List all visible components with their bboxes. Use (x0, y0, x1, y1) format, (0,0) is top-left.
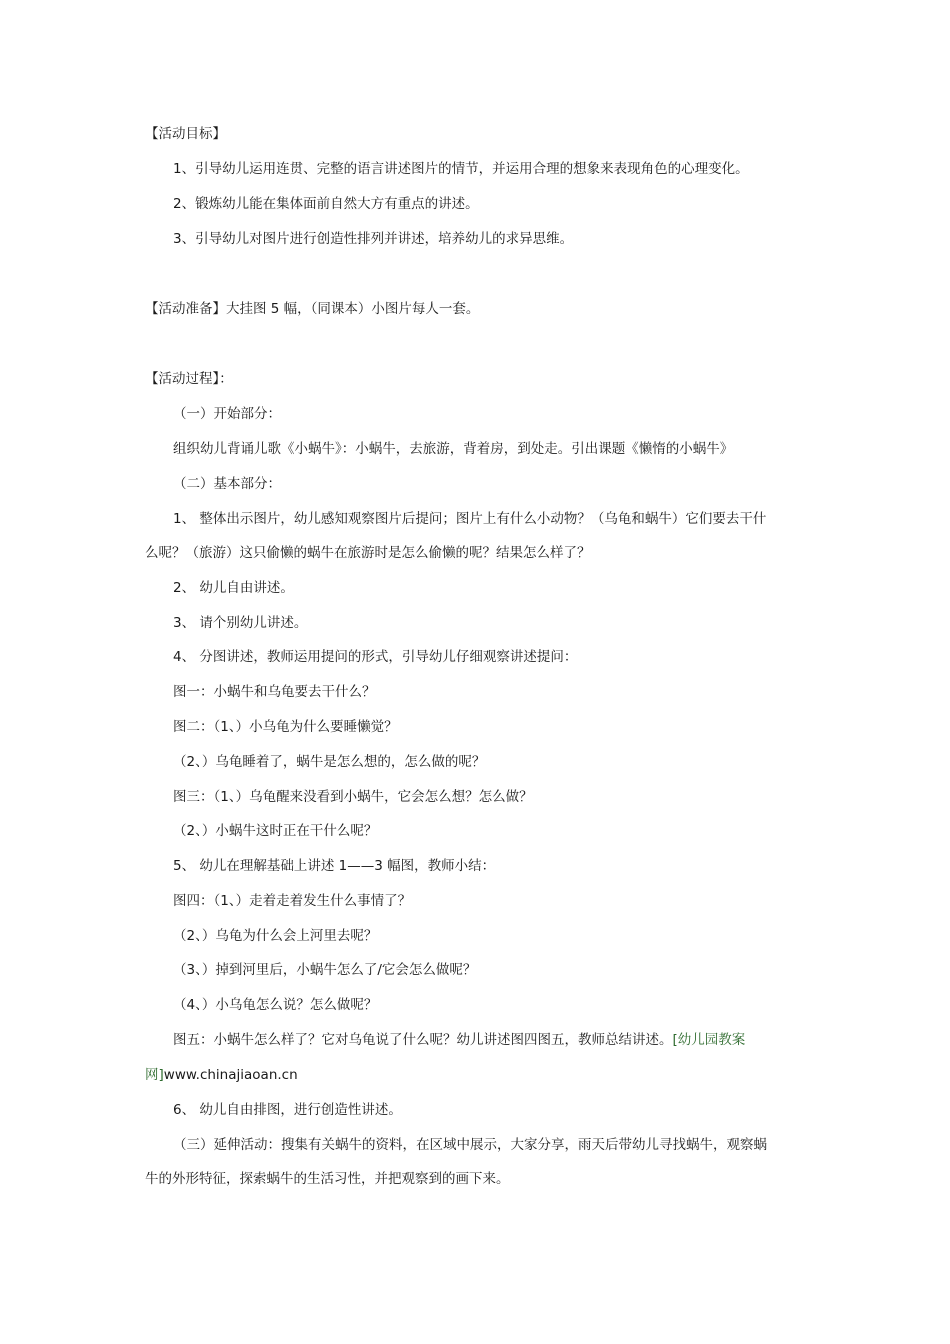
step6: 6、 幼儿自由排图，进行创造性讲述。 (173, 1102, 402, 1118)
fig3-question-1: 图三：（1、）乌龟醒来没看到小蜗牛，它会怎么想？怎么做？ (173, 789, 533, 805)
fig4-question-4: （4、）小乌龟怎么说？怎么做呢？ (173, 997, 378, 1013)
step5: 5、 幼儿在理解基础上讲述 1——3 幅图，教师小结： (173, 858, 496, 874)
fig5-line (173, 1031, 745, 1049)
step3: 3、 请个别幼儿讲述。 (173, 615, 308, 631)
prep-heading: 【活动准备】 (145, 301, 226, 317)
fig5-line-2 (145, 1066, 298, 1084)
step1-line1: 1、 整体出示图片，幼儿感知观察图片后提问；图片上有什么小动物？（乌龟和蜗牛）它们要去干什 (173, 511, 767, 527)
part1-title: （一）开始部分： (173, 406, 281, 422)
part1-text: 组织幼儿背诵儿歌《小蜗牛》：小蜗牛，去旅游，背着房，到处走。引出课题《懒惰的小蜗牛》 (173, 441, 734, 457)
fig1-question: 图一：小蜗牛和乌龟要去干什么？ (173, 684, 376, 700)
step1-line2: 么呢？（旅游）这只偷懒的蜗牛在旅游时是怎么偷懒的呢？结果怎么样了？ (145, 545, 591, 561)
step4: 4、 分图讲述，教师运用提问的形式，引导幼儿仔细观察讲述提问： (173, 649, 578, 665)
prep-line (145, 300, 479, 318)
fig4-question-2: （2、）乌龟为什么会上河里去呢？ (173, 928, 378, 944)
fig5-text: 图五：小蜗牛怎么样了？它对乌龟说了什么呢？幼儿讲述图四图五，教师总结讲述。 (173, 1032, 673, 1048)
goal-item-1: 1、引导幼儿运用连贯、完整的语言讲述图片的情节，并运用合理的想象来表现角色的心理变化。 (173, 161, 749, 177)
goal-item-2: 2、锻炼幼儿能在集体面前自然大方有重点的讲述。 (173, 196, 479, 212)
part2-title: （二）基本部分： (173, 476, 281, 492)
goals-heading: 【活动目标】 (145, 126, 226, 142)
fig2-question-2: （2、）乌龟睡着了，蜗牛是怎么想的，怎么做的呢？ (173, 754, 486, 770)
fig4-question-1: 图四：（1、）走着走着发生什么事情了？ (173, 893, 412, 909)
prep-text: 大挂图 5 幅，（同课本）小图片每人一套。 (226, 301, 480, 317)
source-url: www.chinajiaoan.cn (163, 1067, 298, 1083)
part3-line1: （三）延伸活动：搜集有关蜗牛的资料，在区域中展示，大家分享，雨天后带幼儿寻找蜗牛，观察蜗 (173, 1137, 767, 1153)
source-link-part1[interactable]: [幼儿园教案 (672, 1032, 746, 1048)
step2: 2、 幼儿自由讲述。 (173, 580, 294, 596)
goal-item-3: 3、引导幼儿对图片进行创造性排列并讲述，培养幼儿的求异思维。 (173, 231, 574, 247)
fig2-question-1: 图二：（1、）小乌龟为什么要睡懒觉？ (173, 719, 398, 735)
fig4-question-3: （3、）掉到河里后，小蜗牛怎么了/它会怎么做呢？ (173, 962, 477, 978)
process-heading: 【活动过程】： (145, 371, 233, 387)
source-link-part2[interactable]: 网] (145, 1067, 164, 1083)
fig3-question-2: （2、）小蜗牛这时正在干什么呢？ (173, 823, 378, 839)
part3-line2: 牛的外形特征，探索蜗牛的生活习性，并把观察到的画下来。 (145, 1171, 510, 1187)
